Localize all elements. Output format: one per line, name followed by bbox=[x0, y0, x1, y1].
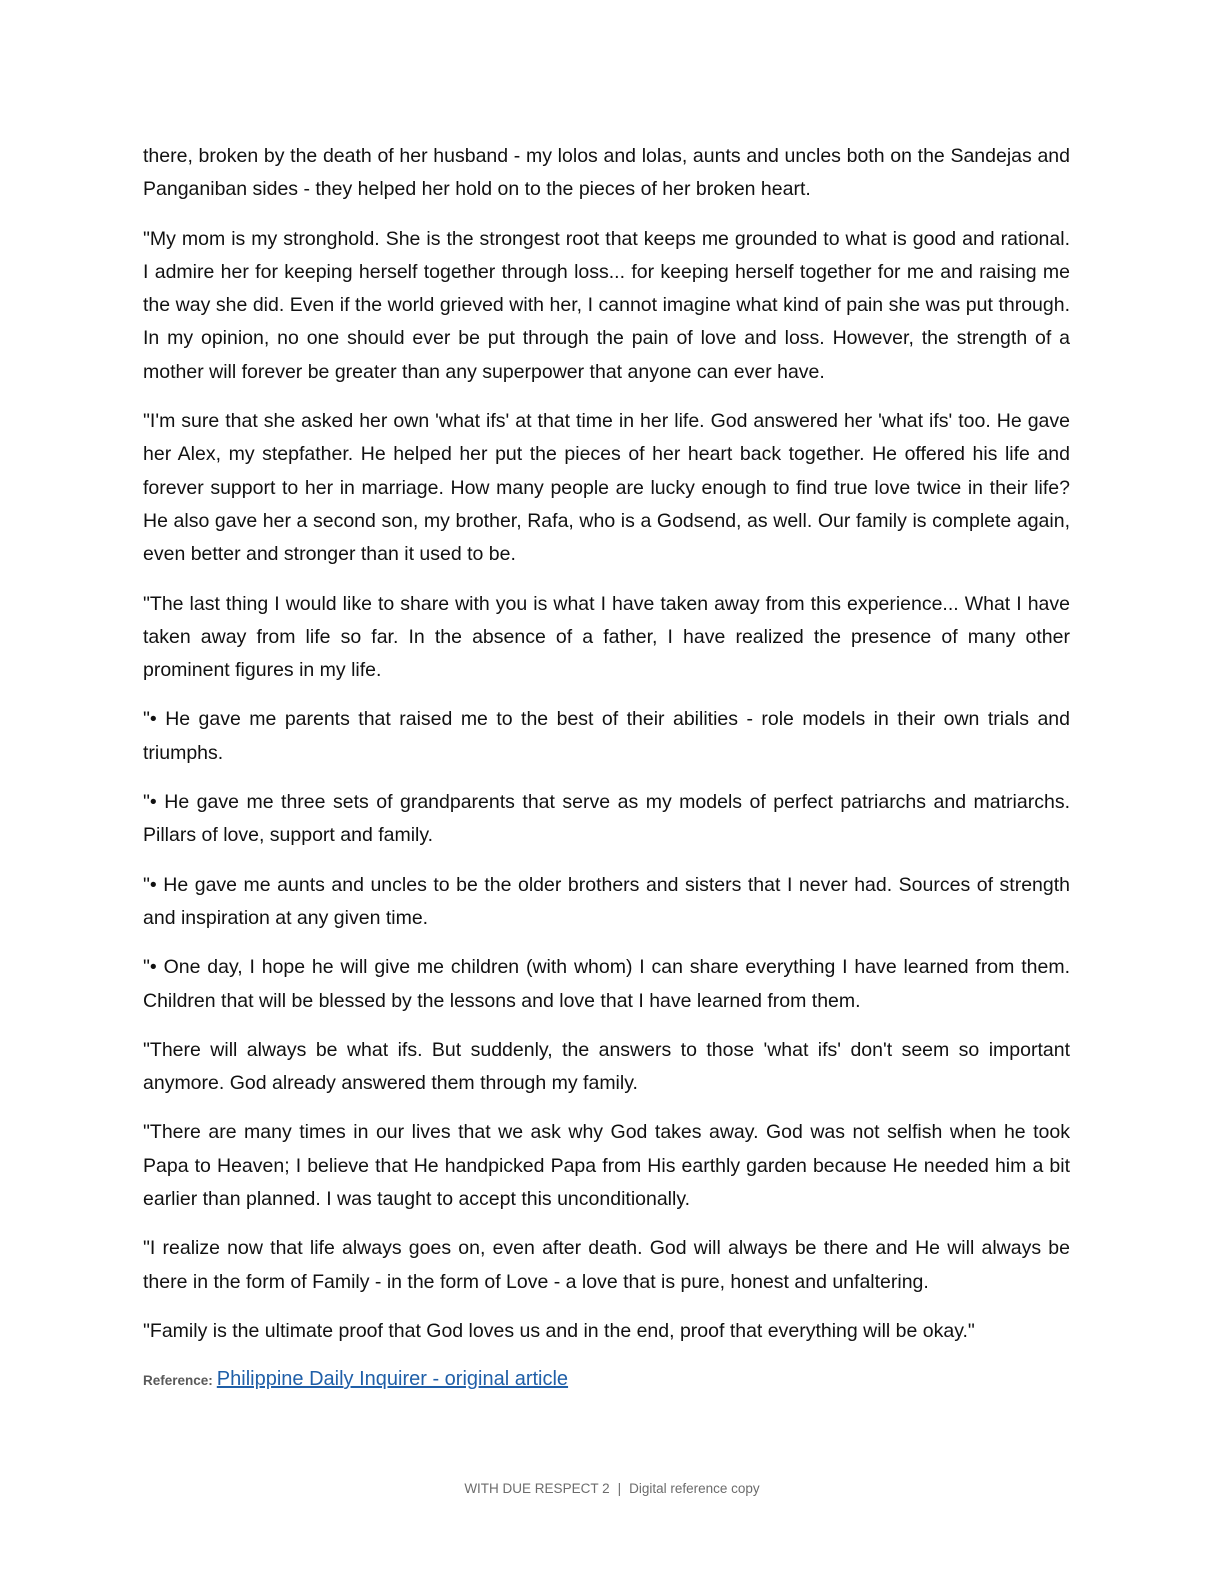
footer-book-title: WITH DUE RESPECT 2 bbox=[464, 1481, 610, 1496]
paragraph-2: "My mom is my stronghold. She is the strongest root that keeps me grounded to what is good and rational. I admire her for keeping herself together through loss... for keeping herself together for me and raising me the way she did. Even if the world grieved with her, I cannot imagine what kind of pain she was put through. In my opinion, no one should ever be put through the pain of love and loss. However, the strength of a mother will forever be greater than any superpower that anyone can ever have. bbox=[143, 227, 1070, 383]
bullet-paragraph-4: "• One day, I hope he will give me children (with whom) I can share everything I have learned from them. Children that will be blessed by the lessons and love that I have learned from them. bbox=[143, 956, 1070, 1012]
paragraph-9: "There will always be what ifs. But suddenly, the answers to those 'what ifs' don't seem so important anymore. God already answered them through my family. bbox=[143, 1038, 1070, 1095]
bullet-paragraph-3: "• He gave me aunts and uncles to be the older brothers and sisters that I never had. Sources of strength and inspiration at any given time. bbox=[143, 873, 1070, 929]
paragraph-10: "There are many times in our lives that we ask why God takes away. God was not selfish when he took Papa to Heaven; I believe that He handpicked Papa from His earthly garden because He needed him a bit earlier than planned. I was taught to accept this unconditionally. bbox=[143, 1121, 1070, 1211]
footer-separator: | bbox=[617, 1481, 622, 1496]
bullet-paragraph-2: "• He gave me three sets of grandparents that serve as my models of perfect patriarchs and matriarchs. Pillars of love, support and family. bbox=[143, 791, 1070, 847]
page-body bbox=[143, 140, 1070, 1396]
reference-line bbox=[143, 1364, 1070, 1396]
page-footer bbox=[0, 1479, 1224, 1499]
bullet-paragraph-1: "• He gave me parents that raised me to the best of their abilities - role models in their own trials and triumphs. bbox=[143, 708, 1070, 764]
reference-link[interactable]: Philippine Daily Inquirer - original article bbox=[216, 1368, 569, 1391]
footer-copy-note: Digital reference copy bbox=[629, 1481, 760, 1496]
reference-label: Reference: bbox=[143, 1373, 213, 1389]
paragraph-11: "I realize now that life always goes on, even after death. God will always be there and He will always be there in the form of Family - in the form of Love - a love that is pure, honest and unfaltering. bbox=[143, 1237, 1070, 1293]
paragraph-3: "I'm sure that she asked her own 'what ifs' at that time in her life. God answered her 'what ifs' too. He gave her Alex, my stepfather. He helped her put the pieces of her heart back together. He offered his life and forever support to her in marriage. How many people are lucky enough to find true love twice in their life? He also gave her a second son, my brother, Rafa, who is a Godsend, as well. Our family is complete again, even better and stronger than it used to be. bbox=[143, 410, 1070, 566]
paragraph-4: "The last thing I would like to share with you is what I have taken away from this experience... What I have taken away from life so far. In the absence of a father, I have realized the presence of many other prominent figures in my life. bbox=[143, 592, 1070, 682]
paragraph-12: "Family is the ultimate proof that God loves us and in the end, proof that everything will be okay." bbox=[143, 1319, 975, 1342]
paragraph-1: there, broken by the death of her husband - my lolos and lolas, aunts and uncles both on the Sandejas and Panganiban sides - they helped her hold on to the pieces of her broken heart. bbox=[143, 145, 1070, 201]
